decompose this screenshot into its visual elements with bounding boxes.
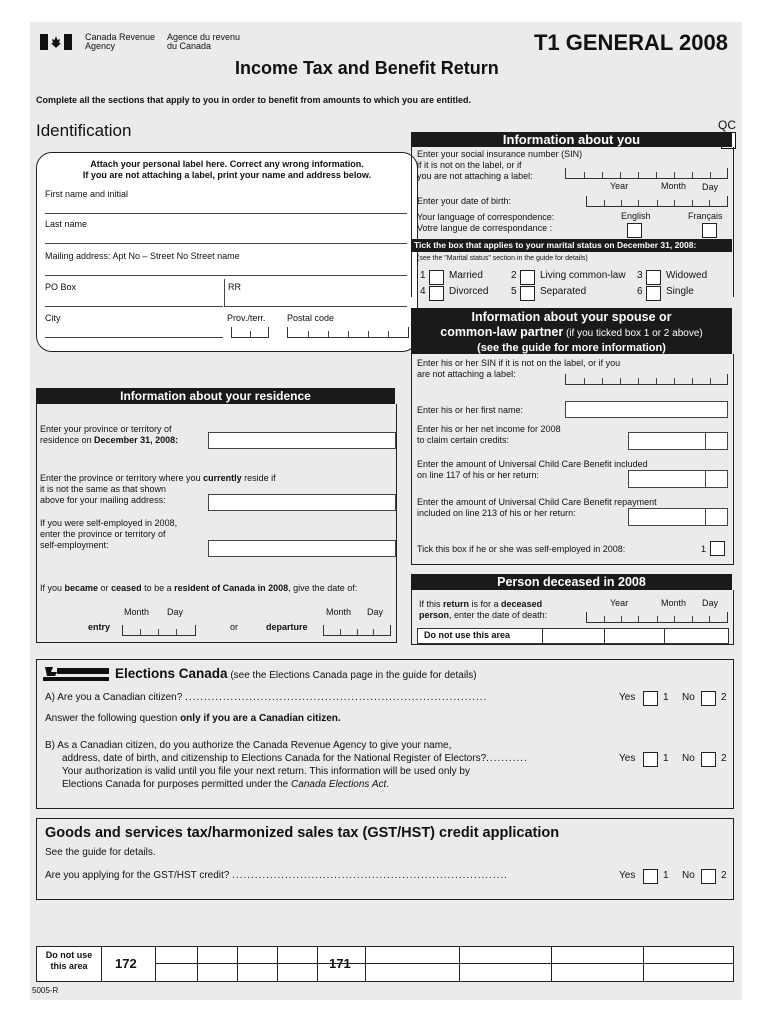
common-law-label: Living common-law [540, 270, 626, 281]
self-employment-province-field[interactable] [208, 540, 396, 557]
gst-yes-code: 1 [663, 870, 669, 881]
gst-yes-label: Yes [619, 870, 636, 881]
self-employment-province-label: If you were self-employed in 2008, enter the province or territory of self-employment: [40, 518, 178, 550]
spouse-header: Information about your spouse or common-law partner (if you ticked box 1 or 2 above) (see the guide for more information) [411, 308, 732, 354]
widowed-checkbox[interactable] [646, 270, 661, 285]
entry-day-label: Day [167, 607, 184, 617]
qc-marker: QC [700, 118, 736, 149]
departure-month-label: Month [326, 607, 352, 617]
dob-label: Enter your date of birth: [417, 196, 512, 206]
uccb-repayment-label: Enter the amount of Universal Child Care Benefit repayment included on line 213 of his or her return: [417, 497, 657, 518]
sin-field[interactable] [565, 168, 728, 179]
office-use-table [36, 946, 734, 982]
code-172: 172 [115, 956, 137, 971]
spouse-sin-label: Enter his or her SIN if it is not on the label, or if you are not attaching a label: [417, 358, 621, 379]
status-number: 6 [637, 286, 643, 297]
citizen-no-label: No [682, 692, 695, 703]
separated-label: Separated [540, 286, 587, 297]
gst-hst-see-guide: See the guide for details. [45, 847, 156, 858]
citizen-yes-checkbox[interactable] [643, 691, 658, 706]
spouse-first-name-label: Enter his or her first name: [417, 405, 524, 415]
first-name-label: First name and initial [45, 189, 129, 199]
widowed-label: Widowed [666, 270, 708, 281]
death-year-label: Year [610, 598, 629, 608]
single-checkbox[interactable] [646, 286, 661, 301]
citizen-yes-code: 1 [663, 692, 669, 703]
uccb-repayment-field[interactable] [628, 508, 728, 526]
canada-flag-logo [40, 34, 72, 50]
departure-day-label: Day [367, 607, 384, 617]
citizen-question: A) Are you a Canadian citizen? ................................................................................ [45, 692, 488, 703]
label-instruction-1: Attach your personal label here. Correct any wrong information. [90, 159, 364, 169]
dob-month-label: Month [661, 181, 687, 191]
last-name-label: Last name [45, 219, 88, 229]
agency-name-fr: Agence du revenu du Canada [167, 32, 241, 51]
postal-code-field[interactable] [287, 327, 409, 338]
dob-year-label: Year [610, 181, 629, 191]
authorize-yes-checkbox[interactable] [643, 752, 658, 767]
dob-field[interactable] [586, 196, 728, 207]
departure-label: departure [266, 622, 308, 632]
residence-province-label: Enter your province or territory of residence on December 31, 2008: [40, 424, 179, 445]
mailing-address-field[interactable] [45, 275, 407, 276]
province-field[interactable] [231, 327, 269, 338]
death-month-label: Month [661, 598, 687, 608]
gst-no-checkbox[interactable] [701, 869, 716, 884]
spouse-self-employed-checkbox[interactable] [710, 541, 725, 556]
city-field[interactable] [45, 337, 223, 338]
gst-hst-question: Are you applying for the GST/HST credit? ......................................................................... [45, 870, 508, 881]
departure-date-field[interactable] [323, 625, 391, 636]
elections-canada-section [36, 659, 734, 809]
authorize-no-code: 2 [721, 753, 727, 764]
entry-label: entry [88, 622, 111, 632]
po-box-field[interactable] [45, 306, 223, 307]
status-number: 1 [420, 270, 426, 281]
postal-code-label: Postal code [287, 313, 335, 323]
language-label: Your language of correspondence: Votre langue de correspondance : [417, 212, 555, 233]
elections-canada-logo [43, 666, 109, 682]
english-label: English [621, 211, 651, 221]
spouse-net-income-label: Enter his or her net income for 2008 to claim certain credits: [417, 424, 561, 445]
gst-hst-title: Goods and services tax/harmonized sales tax (GST/HST) credit application [45, 825, 560, 841]
status-number: 5 [511, 286, 517, 297]
sin-label: Enter your social insurance number (SIN) if it is not on the label, or if you are not attaching a label: [417, 149, 583, 181]
form-title: T1 GENERAL 2008 [533, 30, 728, 55]
married-checkbox[interactable] [429, 270, 444, 285]
deceased-header: Person deceased in 2008 [411, 574, 732, 590]
entry-month-label: Month [124, 607, 150, 617]
form-subtitle: Income Tax and Benefit Return [235, 58, 499, 78]
mailing-address-label: Mailing address: Apt No – Street No Street name [45, 251, 240, 261]
agency-name-en: Canada Revenue Agency [85, 32, 156, 51]
form-number: 5005-R [32, 986, 59, 995]
death-day-label: Day [702, 598, 719, 608]
office-use-label: Do not use this area [45, 950, 93, 971]
status-number: 3 [637, 270, 643, 281]
marital-status-bar: Tick the box that applies to your marital status on December 31, 2008: [411, 239, 732, 252]
code-171: 171 [329, 956, 351, 971]
divorced-label: Divorced [449, 286, 489, 297]
single-label: Single [666, 286, 694, 297]
entry-date-field[interactable] [122, 625, 196, 636]
status-number: 4 [420, 286, 426, 297]
married-label: Married [449, 270, 483, 281]
form-page [30, 22, 742, 1000]
dob-day-label: Day [702, 182, 719, 192]
identification-label-area [36, 152, 418, 352]
deceased-label: If this return is for a deceased person, enter the date of death: [419, 599, 548, 620]
authorize-yes-code: 1 [663, 753, 669, 764]
current-residence-label: Enter the province or territory where you currently reside if it is not the same as that shown above for your mailing address: [40, 473, 276, 505]
uccb-field[interactable] [628, 470, 728, 488]
elections-canada-title: Elections Canada (see the Elections Canada page in the guide for details) [115, 666, 477, 681]
or-label: or [230, 622, 239, 632]
status-number: 2 [511, 270, 517, 281]
francais-label: Français [688, 211, 723, 221]
authorize-question: B) As a Canadian citizen, do you authorize the Canada Revenue Agency to give your name, address, date of birth, and citizenship to Elections Canada for the National Register of Electors?........... Your authorization is valid until you file your next return. This information will be used only by Elections Canada for purposes permitted under the Canada Elections Act. [45, 740, 528, 790]
spouse-net-income-field[interactable] [628, 432, 728, 450]
spouse-first-name-field[interactable] [565, 401, 728, 418]
spouse-self-employed-label: Tick this box if he or she was self-employed in 2008: [417, 544, 626, 554]
common-law-checkbox[interactable] [520, 270, 535, 285]
authorize-no-checkbox[interactable] [701, 752, 716, 767]
residency-change-label: If you became or ceased to be a resident of Canada in 2008, give the date of: [40, 583, 358, 593]
citizen-no-checkbox[interactable] [701, 691, 716, 706]
gst-yes-checkbox[interactable] [643, 869, 658, 884]
separated-checkbox[interactable] [520, 286, 535, 301]
label-instruction-2: If you are not attaching a label, print your name and address below. [82, 170, 372, 180]
francais-checkbox[interactable] [702, 223, 717, 238]
citizen-no-code: 2 [721, 692, 727, 703]
city-label: City [45, 313, 61, 323]
gst-hst-section [36, 818, 734, 900]
deceased-office-area [417, 628, 729, 644]
citizen-yes-label: Yes [619, 692, 636, 703]
uccb-label: Enter the amount of Universal Child Care Benefit included on line 117 of his or her return: [417, 459, 648, 480]
citizen-answer-note: Answer the following question only if you are a Canadian citizen. [45, 713, 341, 724]
about-you-header: Information about you [411, 132, 732, 147]
instruction-text: Complete all the sections that apply to you in order to benefit from amounts to which you are entitled. [36, 95, 472, 105]
po-box-label: PO Box [45, 282, 77, 292]
province-label: Prov./terr. [227, 313, 266, 323]
residence-header: Information about your residence [36, 388, 395, 404]
spouse-self-employed-number: 1 [701, 544, 707, 554]
identification-title: Identification [36, 121, 132, 140]
spouse-sin-field[interactable] [565, 374, 728, 385]
first-name-field[interactable] [45, 213, 407, 214]
current-residence-field[interactable] [208, 494, 396, 511]
rr-field[interactable] [224, 306, 407, 307]
rr-label: RR [228, 282, 241, 292]
do-not-use-label: Do not use this area [424, 630, 511, 640]
divorced-checkbox[interactable] [429, 286, 444, 301]
authorize-yes-label: Yes [619, 753, 636, 764]
gst-no-label: No [682, 870, 695, 881]
residence-province-field[interactable] [208, 432, 396, 449]
death-date-field[interactable] [586, 612, 728, 623]
english-checkbox[interactable] [627, 223, 642, 238]
last-name-field[interactable] [45, 243, 407, 244]
gst-no-code: 2 [721, 870, 727, 881]
marital-status-note: (see the "Marital status" section in the guide for details) [417, 255, 588, 262]
authorize-no-label: No [682, 753, 695, 764]
